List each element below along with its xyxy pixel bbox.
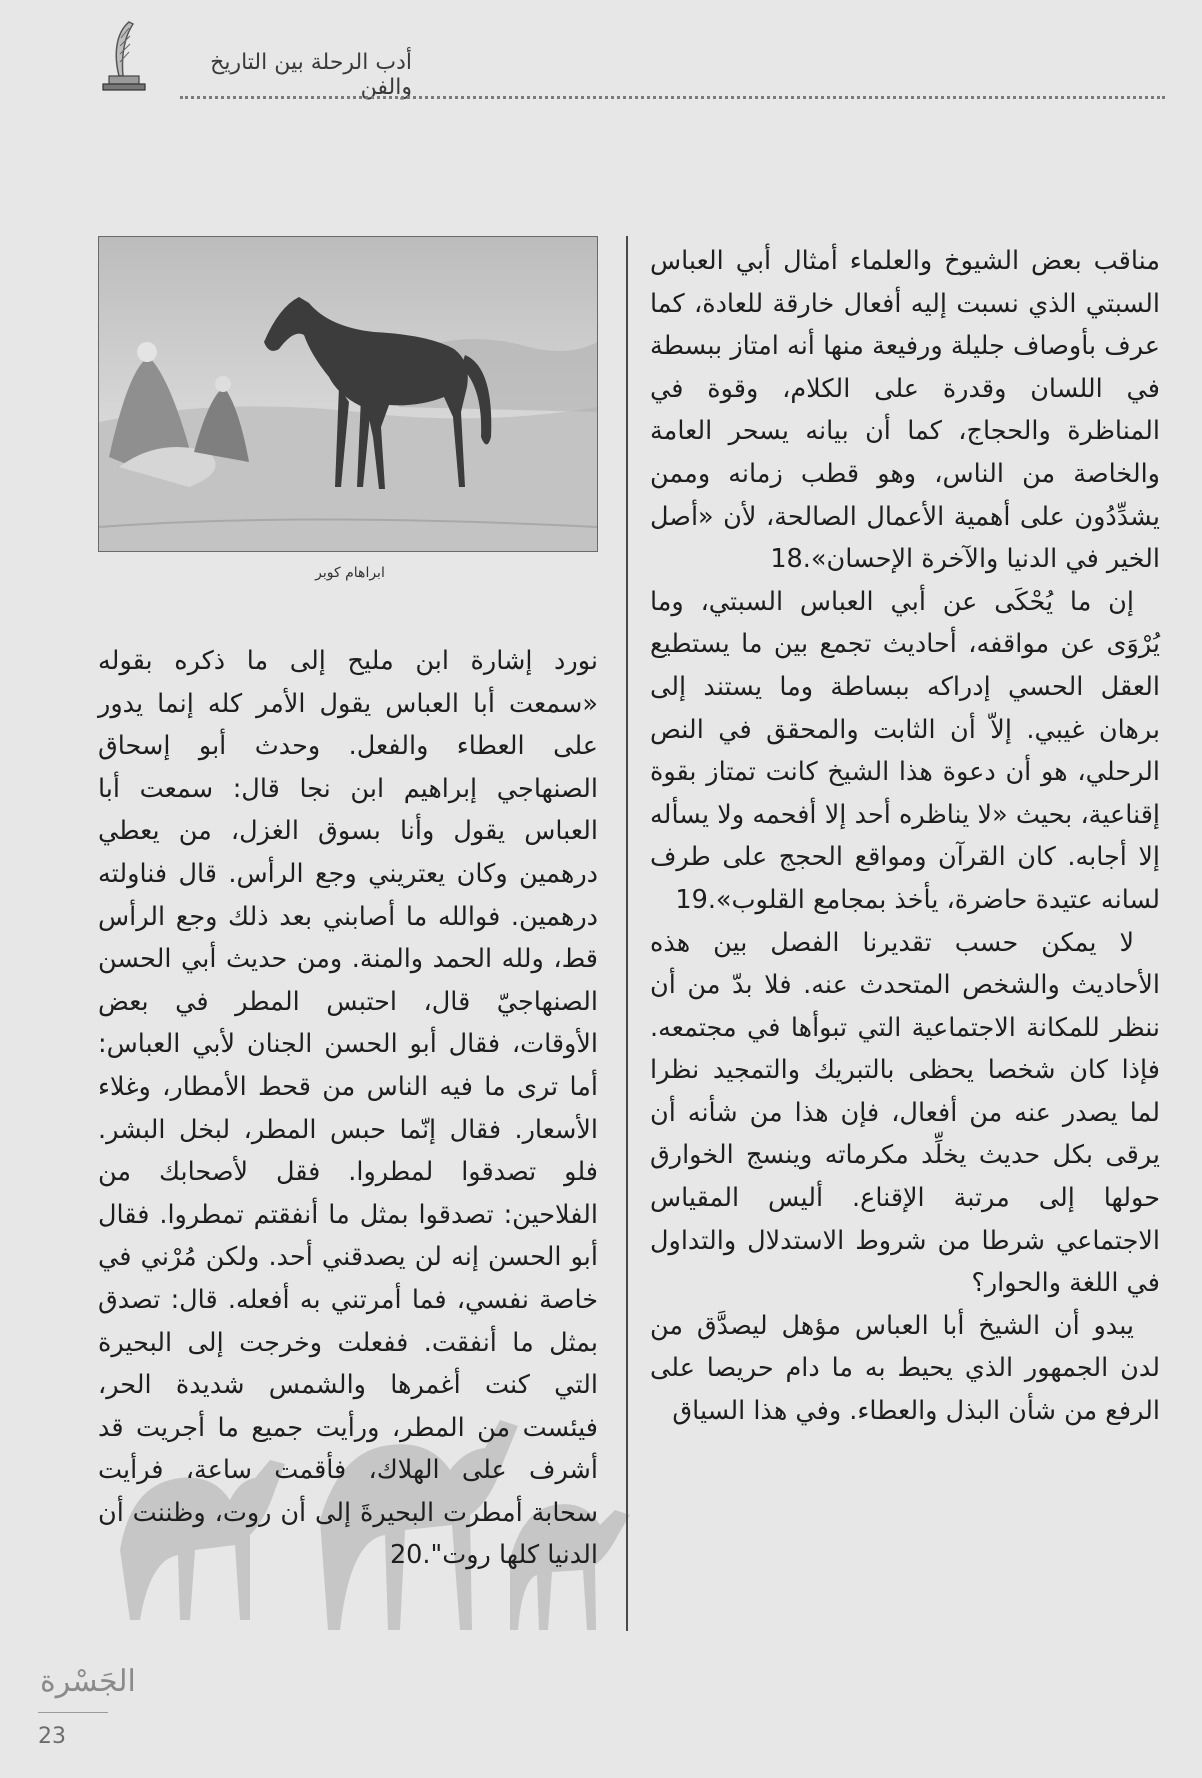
footer-rule [38,1712,108,1713]
magazine-logo: الجَسْرة [40,1664,136,1699]
quill-inkwell-icon [95,18,155,96]
horse-painting-figure [98,236,598,552]
horse-painting-image [99,237,597,551]
column-divider [626,236,628,1631]
page-number: 23 [38,1724,66,1749]
running-header-title: أدب الرحلة بين التاريخ والفن [210,50,412,100]
text-column-left [98,640,598,1577]
paragraph: إن ما يُحْكَى عن أبي العباس السبتي، وما يُرْوَى عن مواقفه، أحاديث تجمع بين ما يستطيع العقل الحسي إدراكه ببساطة وما يستند إلى برهان غيبي. إلاّ أن الثابت والمحقق في النص الرحلي، هو أن دعوة هذا الشيخ كانت تمتاز بقوة إقناعية، بحيث «لا يناظره أحد إلا أفحمه ولا يسأله إلا أجابه. كان القرآن ومواقع الحجج على طرف لسانه عتيدة حاضرة، يأخذ بمجامع القلوب».19 [650,586,1160,915]
figure-caption: ابراهام كوبر [315,565,385,581]
header-dotted-rule [180,96,1165,99]
paragraph: مناقب بعض الشيوخ والعلماء أمثال أبي العباس السبتي الذي نسبت إليه أفعال خارقة للعادة، كما عرف بأوصاف جليلة ورفيعة منها أنه امتاز ببسطة في اللسان وقدرة على الكلام، وقوة في المناظرة والحجاج، كما أن بيانه يسحر العامة والخاصة من الناس، وهو قطب زمانه وممن يشدِّدُون على أهمية الأعمال الصالحة، لأن «أصل الخير في الدنيا والآخرة الإحسان».18 [650,246,1160,575]
paragraph: يبدو أن الشيخ أبا العباس مؤهل ليصدَّق من لدن الجمهور الذي يحيط به ما دام حريصا على الرفع من شأن البذل والعطاء. وفي هذا السياق [650,1310,1160,1427]
paragraph: نورد إشارة ابن مليح إلى ما ذكره بقوله «سمعت أبا العباس يقول الأمر كله إنما يدور على العطاء والفعل. وحدث أبو إسحاق الصنهاجي إبراهيم ابن نجا قال: سمعت أبا العباس يقول وأنا بسوق الغزل، من يعطي درهمين وكان يعتريني وجع الرأس. قال فناولته درهمين. فوالله ما أصابني بعد ذلك وجع الرأس قط، ولله الحمد والمنة. ومن حديث أبي الحسن الصنهاجيّ قال، احتبس المطر في بعض الأوقات، فقال أبو الحسن الجنان لأبي العباس: أما ترى ما فيه الناس من قحط الأمطار، وغلاء الأسعار. فقال إنّما حبس المطر، لبخل البشر. فلو تصدقوا لمطروا. فقل لأصحابك من الفلاحين: تصدقوا بمثل ما أنفقتم تمطروا. فقال أبو الحسن إنه لن يصدقني أحد. ولكن مُرْني في خاصة نفسي، فما أمرتني به أفعله. قال: تصدق بمثل ما أنفقت. ففعلت وخرجت إلى البحيرة التي كنت أغمرها والشمس شديدة الحر، فيئست من المطر، ورأيت جميع ما أجريت قد أشرف على الهلاك، فأقمت ساعة، فرأيت سحابة أمطرت البحيرةَ إلى أن روت، وظننت أن الدنيا كلها روت".20 [98,646,598,1571]
paragraph: لا يمكن حسب تقديرنا الفصل بين هذه الأحاديث والشخص المتحدث عنه. فلا بدّ من أن ننظر للمكانة الاجتماعية التي تبوأها في مجتمعه. فإذا كان شخصا يحظى بالتبريك والتمجيد نظرا لما يصدر عنه من أفعال، فإن هذا من شأنه أن يرقى بكل حديث يخلِّد مكرماته وينسج الخوارق حولها إلى مرتبة الإقناع. أليس المقياس الاجتماعي شرطا من شروط الاستدلال والتداول في اللغة والحوار؟ [650,927,1160,1299]
text-column-right [650,240,1160,1433]
